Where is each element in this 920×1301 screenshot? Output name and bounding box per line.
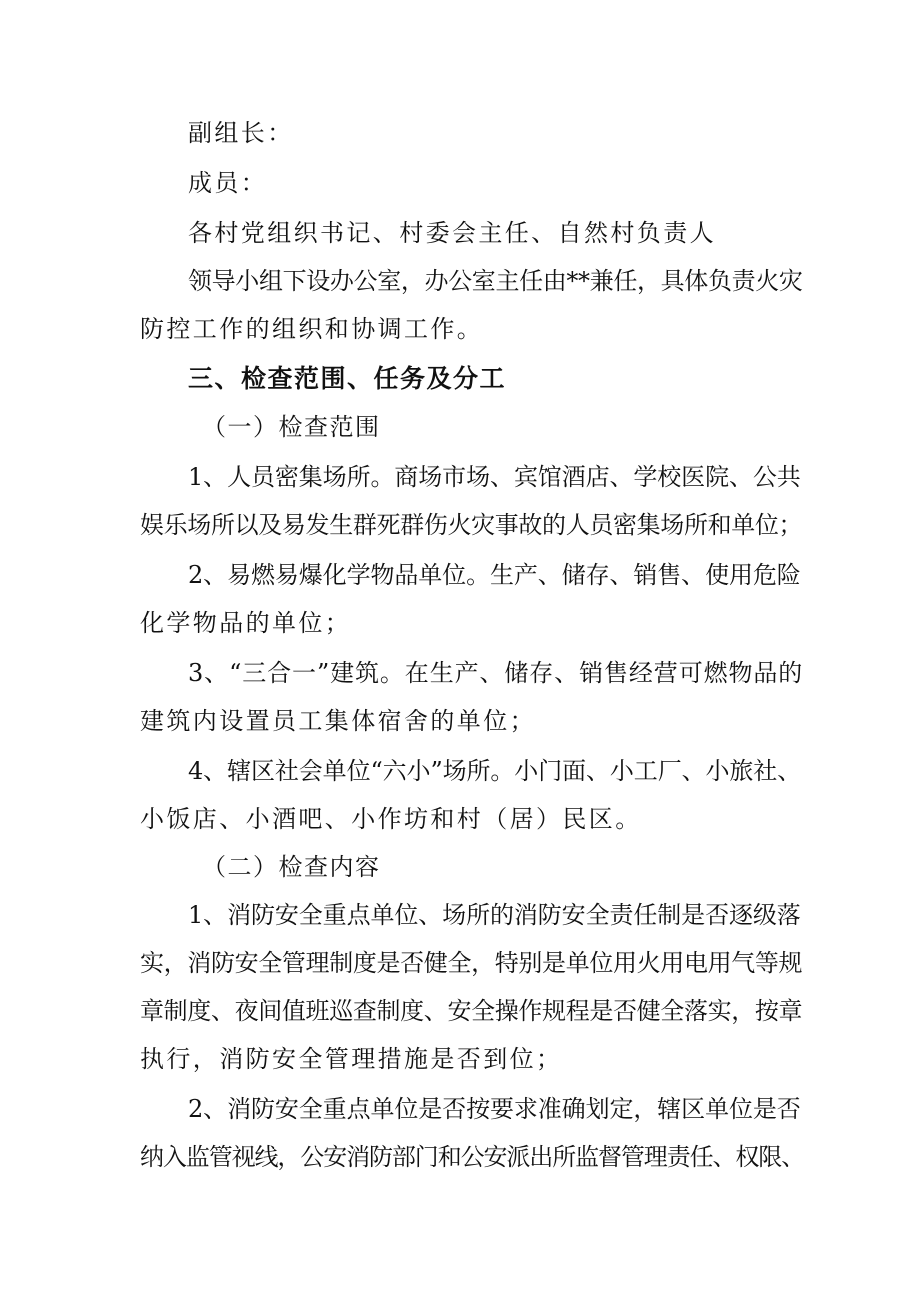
members-label: 成员： bbox=[188, 169, 268, 197]
deputy-leader-label: 副组长： bbox=[188, 119, 294, 147]
scope-item-3-line-1: 3、“三合一”建筑。在生产、储存、销售经营可燃物品的 bbox=[188, 659, 804, 687]
members-list: 各村党组织书记、村委会主任、自然村负责人 bbox=[188, 219, 716, 247]
content-item-1-line-2: 实，消防安全管理制度是否健全，特别是单位用火用电用气等规 bbox=[140, 949, 803, 977]
scope-item-2-line-2: 化学物品的单位； bbox=[140, 609, 352, 637]
content-item-1-line-1: 1、消防安全重点单位、场所的消防安全责任制是否逐级落 bbox=[188, 901, 801, 929]
scope-item-1-line-1: 1、人员密集场所。商场市场、宾馆酒店、学校医院、公共 bbox=[188, 463, 801, 491]
scope-item-3-line-2: 建筑内设置员工集体宿舍的单位； bbox=[140, 707, 536, 735]
scope-item-4-line-2: 小饭店、小酒吧、小作坊和村（居）民区。 bbox=[140, 805, 642, 833]
scope-item-2-line-1: 2、易燃易爆化学物品单位。生产、储存、销售、使用危险 bbox=[188, 561, 801, 589]
scope-item-1-line-2: 娱乐场所以及易发生群死群伤火灾事故的人员密集场所和单位； bbox=[140, 511, 803, 539]
section-3-heading: 三、检查范围、任务及分工 bbox=[188, 364, 507, 393]
content-item-1-line-3: 章制度、夜间值班巡查制度、安全操作规程是否健全落实，按章 bbox=[140, 997, 803, 1025]
scope-item-4-line-1: 4、辖区社会单位“六小”场所。小门面、小工厂、小旅社、 bbox=[188, 757, 802, 785]
office-paragraph-line-1: 领导小组下设办公室，办公室主任由**兼任，具体负责火灾 bbox=[188, 267, 803, 295]
scope-subheading: （一）检查范围 bbox=[202, 413, 381, 441]
content-item-1-line-4: 执行，消防安全管理措施是否到位； bbox=[140, 1045, 563, 1073]
content-subheading: （二）检查内容 bbox=[202, 853, 381, 881]
content-item-2-line-2: 纳入监管视线，公安消防部门和公安派出所监督管理责任、权限、 bbox=[140, 1143, 805, 1171]
content-item-2-line-1: 2、消防安全重点单位是否按要求准确划定，辖区单位是否 bbox=[188, 1095, 801, 1123]
office-paragraph-line-2: 防控工作的组织和协调工作。 bbox=[140, 315, 484, 343]
